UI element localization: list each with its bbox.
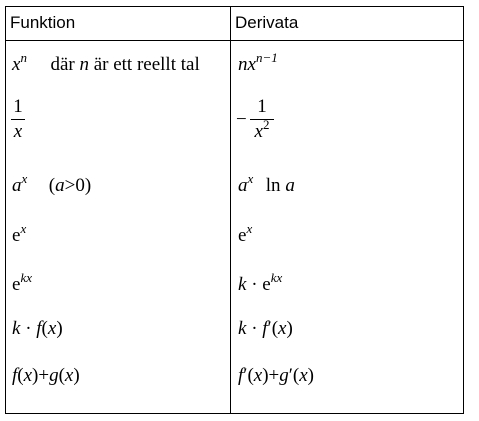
column-divider [230, 7, 231, 413]
row1-note: där n är ett reellt tal [50, 54, 200, 75]
derivative-table [5, 6, 464, 414]
row6-derivative: k · f′(x) [238, 318, 293, 339]
row7-function: f(x)+g(x) [12, 365, 80, 386]
row2-derivative: 1 $x^2$ [250, 96, 274, 143]
row3-condition: (a>0) [48, 175, 92, 196]
header-funktion: Funktion [10, 13, 76, 32]
row3-function: $a^x$ (a>0) [12, 171, 92, 196]
row1-derivative: $nx^{n-1}$ [238, 50, 278, 75]
row4-function: $e^x$ [12, 221, 27, 246]
row2-function: 1 x [11, 96, 25, 143]
row5-derivative: $k \cdot e^{kx}$ [238, 270, 283, 295]
row1-function: $x^n$ där n är ett reellt tal [12, 50, 200, 75]
row3-derivative: $a^x$ ln a [238, 171, 295, 196]
row6-function: k · f(x) [12, 318, 63, 339]
header-derivata: Derivata [235, 13, 299, 32]
row5-function: $e^{kx}$ [12, 270, 32, 295]
row2-derivative-sign: − [236, 109, 247, 130]
row7-derivative: f′(x)+g′(x) [238, 365, 314, 386]
row4-derivative: $e^x$ [238, 221, 253, 246]
header-divider [6, 40, 463, 41]
